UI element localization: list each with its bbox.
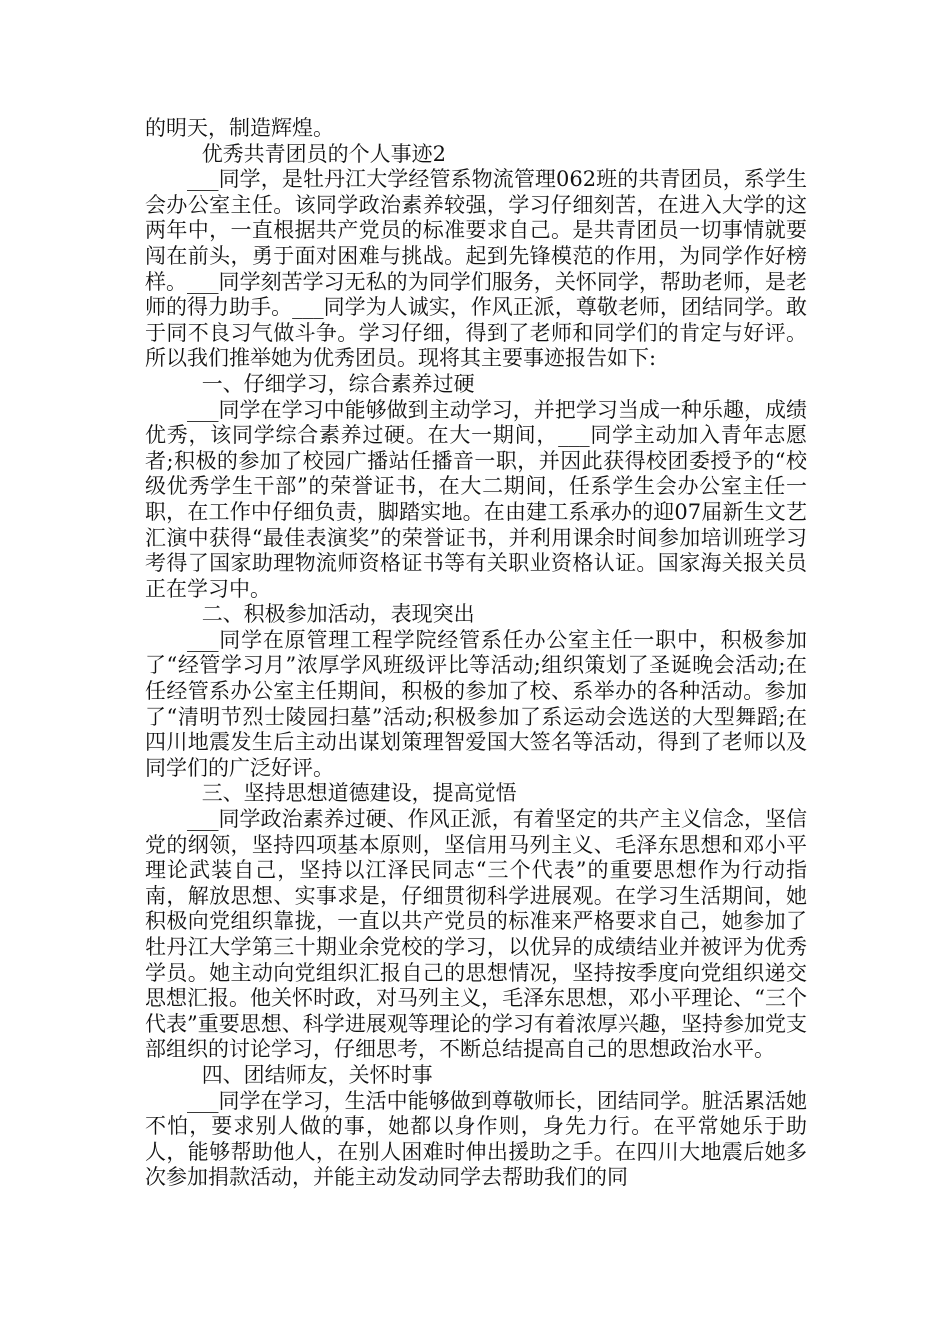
paragraph-continuation: 的明天，制造辉煌。 — [145, 116, 334, 140]
paragraph-intro: ___同学，是牡丹江大学经管系物流管理062班的共青团员，系学生会办公室主任。该同学政治素养较强，学习仔细刻苦，在进入大学的这两年中，一直根据共产党员的标准要求自己。是共青团员一切事情就要闯在前头，勇于面对困难与挑战。起到先锋模范的作用，为同学作好榜样。___同学刻苦学习无私的为同学们服务，关怀同学，帮助老师，是老师的得力助手。___同学为人诚实，作风正派，尊敬老师，团结同学。敢于同不良习气做斗争。学习仔细，得到了老师和同学们的肯定与好评。所以我们推举她为优秀团员。现将其主要事迹报告如下: — [145, 167, 807, 371]
paragraph-study: ___同学在学习中能够做到主动学习，并把学习当成一种乐趣，成绩优秀，该同学综合素养过硬。在大一期间，___同学主动加入青年志愿者;积极的参加了校园广播站任播音一职，并因此获得校团委授予的“校级优秀学生干部”的荣誉证书，在大二期间，任系学生会办公室主任一职，在工作中仔细负责，脚踏实地。在由建工系承办的迎07届新生文艺汇演中获得“最佳表演奖”的荣誉证书，并利用课余时间参加培训班学习考得了国家助理物流师资格证书等有关职业资格认证。国家海关报关员正在学习中。 — [145, 397, 807, 601]
paragraph-activities: ___同学在原管理工程学院经管系任办公室主任一职中，积极参加了“经管学习月”浓厚学风班级评比等活动;组织策划了圣诞晚会活动;在任经管系办公室主任期间，积极的参加了校、系举办的各种活动。参加了“清明节烈士陵园扫墓”活动;积极参加了系运动会选送的大型舞蹈;在四川地震发生后主动出谋划策理智爱国大签名等活动，得到了老师以及同学们的广泛好评。 — [145, 627, 807, 780]
section-title: 优秀共青团员的个人事迹2 — [201, 141, 447, 166]
section-heading-3: 三、坚持思想道德建设，提高觉悟 — [201, 781, 517, 806]
section-heading-2: 二、积极参加活动，表现突出 — [201, 602, 475, 627]
paragraph-unity: ___同学在学习，生活中能够做到尊敬师长，团结同学。脏活累活她不怕，要求别人做的事，她都以身作则，身先力行。在平常她乐于助人，能够帮助他人，在别人困难时伸出援助之手。在四川大地震后她多次参加捐款活动，并能主动发动同学去帮助我们的同 — [145, 1088, 807, 1190]
section-heading-4: 四、团结师友，关怀时事 — [201, 1062, 433, 1087]
document-page — [145, 116, 807, 1191]
section-heading-1: 一、仔细学习，综合素养过硬 — [201, 371, 475, 396]
paragraph-ideology: ___同学政治素养过硬、作风正派，有着坚定的共产主义信念，坚信党的纲领，坚持四项基本原则，坚信用马列主义、毛泽东思想和邓小平理论武装自己，坚持以江泽民同志“三个代表”的重要思想作为行动指南，解放思想、实事求是，仔细贯彻科学进展观。在学习生活期间，她积极向党组织靠拢，一直以共产党员的标准来严格要求自己，她参加了牡丹江大学第三十期业余党校的学习，以优异的成绩结业并被评为优秀学员。她主动向党组织汇报自己的思想情况，坚持按季度向党组织递交思想汇报。他关怀时政，对马列主义，毛泽东思想，邓小平理论、“三个代表”重要思想、科学进展观等理论的学习有着浓厚兴趣，坚持参加党支部组织的讨论学习，仔细思考，不断总结提高自己的思想政治水平。 — [145, 807, 807, 1062]
